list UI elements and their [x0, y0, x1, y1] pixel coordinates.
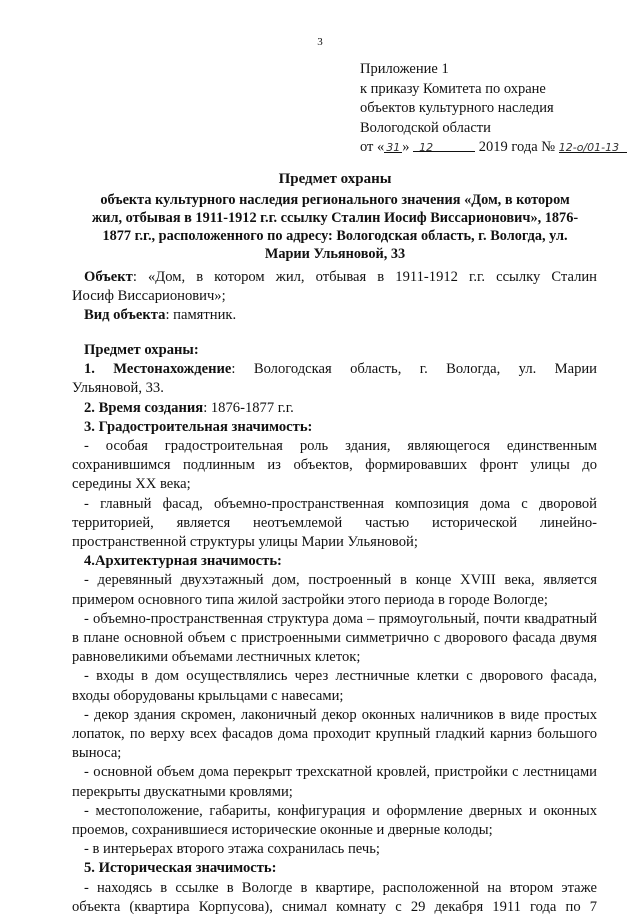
location-text-1: : Вологодская область, г. Вологда, ул. Марии: [231, 361, 597, 378]
appendix-line-1: Приложение 1: [360, 61, 449, 77]
time-label: 2. Время создания: [84, 399, 204, 416]
document-title: [70, 170, 600, 263]
arch-item-1: - деревянный двухэтажный дом, построенный в конце XVIII века, является примером основного типа жилой застройки этого периода в городе Вологде;: [72, 572, 597, 608]
location-line-1: [84, 360, 597, 379]
arch-item-7: - в интерьерах второго этажа сохранилась печь;: [84, 841, 380, 858]
order-number: 12-о/01-13: [558, 141, 620, 154]
hist-item-1: - находясь в ссылке в Вологде в квартире, расположенной на втором этаже объекта (квартира Корпусова), снимал комнату с 29 декабря 1911 года по 7: [72, 879, 597, 915]
appendix-line-2: к приказу Комитета по охране: [360, 80, 546, 97]
date-prefix: от «: [360, 139, 385, 155]
object-section: [72, 268, 597, 326]
appendix-line-3: объектов культурного наследия: [360, 100, 554, 116]
arch-heading-text: 4.Архитектурная значимость:: [84, 553, 282, 570]
location-line-2: Ульяновой, 33.: [72, 380, 164, 397]
object-type-label: Вид объекта: [84, 307, 166, 324]
date-mid: »: [402, 139, 410, 155]
title-heading: Предмет охраны: [278, 171, 392, 187]
year-text: 2019 года №: [478, 139, 556, 155]
arch-item-4: - декор здания скромен, лаконичный декор оконных наличников в виде простых лопаток, по верху всех фасадов дома проходит крупный гладкий карниз большого выноса;: [72, 706, 597, 762]
subject-heading: [84, 341, 597, 360]
appendix-line-4: Вологодской области: [360, 119, 491, 136]
arch-item-3: - входы в дом осуществлялись через лестничные клетки с дворового фасада, входы оборудованы крыльцами с навесами;: [72, 668, 597, 704]
location-label: 1. Местонахождение: [84, 361, 232, 378]
month-field: [413, 138, 475, 152]
object-label: Объект: [84, 269, 133, 285]
subject-section: [72, 341, 597, 917]
object-type-text: : памятник.: [165, 307, 237, 324]
object-line-2: Иосиф Виссарионович»;: [72, 288, 226, 305]
object-text-1: : «Дом, в котором жил, отбывая в 1911-1912 г.г. ссылку Сталин: [132, 269, 597, 285]
arch-item-2: - объемно-пространственная структура дома – прямоугольный, почти квадратный в плане основной объем с пристроенными симметрично с дворового фасада двумя равновеликими объемами лестничных клеток;: [72, 610, 597, 666]
day-field: [384, 138, 402, 153]
time-text: : 1876-1877 г.г.: [203, 399, 294, 416]
title-line-2: жил, отбывая в 1911-1912 г.г. ссылку Сталин Иосиф Виссарионович», 1876-: [91, 210, 579, 226]
arch-heading: [84, 552, 597, 571]
urban-item-2: - главный фасад, объемно-пространственная композиция дома с дворовой территорией, является неотъемлемой частью исторической линейно-пространственной структуры улицы Марии Ульяновой;: [72, 495, 597, 551]
appendix-block: [360, 60, 627, 158]
day-value: 31: [386, 141, 401, 154]
hist-heading-text: 5. Историческая значимость:: [84, 860, 277, 877]
month-value: 12: [419, 141, 434, 154]
arch-item-5: - основной объем дома перекрыт трехскатной кровлей, пристройки с лестницами перекрыты двускатными кровлями;: [72, 764, 597, 800]
time-line: [84, 399, 597, 418]
subject-heading-text: Предмет охраны:: [84, 342, 199, 358]
arch-item-6: - местоположение, габариты, конфигурация и оформление дверных и оконных проемов, сохранившиеся исторические оконные и дверные колоды;: [72, 802, 597, 839]
appendix-date-line: [360, 138, 627, 158]
page-number: 3: [317, 36, 323, 48]
urban-heading-text: 3. Градостроительная значимость:: [84, 418, 313, 435]
title-line-4: Марии Ульяновой, 33: [264, 246, 406, 262]
title-line-3: 1877 г.г., расположенного по адресу: Вологодская область, г. Вологда, ул.: [102, 228, 568, 244]
object-line-1: [84, 268, 597, 287]
urban-item-1: - особая градостроительная роль здания, являющегося единственным сохранившимся подлинным из объектов, формировавших фронт улицы до середины XX века;: [72, 438, 597, 493]
hist-heading: [84, 859, 597, 878]
title-line-1: объекта культурного наследия регионального значения «Дом, в котором: [100, 192, 570, 208]
object-type-line: [84, 306, 597, 325]
urban-heading: [84, 418, 597, 437]
number-field: [559, 138, 627, 153]
